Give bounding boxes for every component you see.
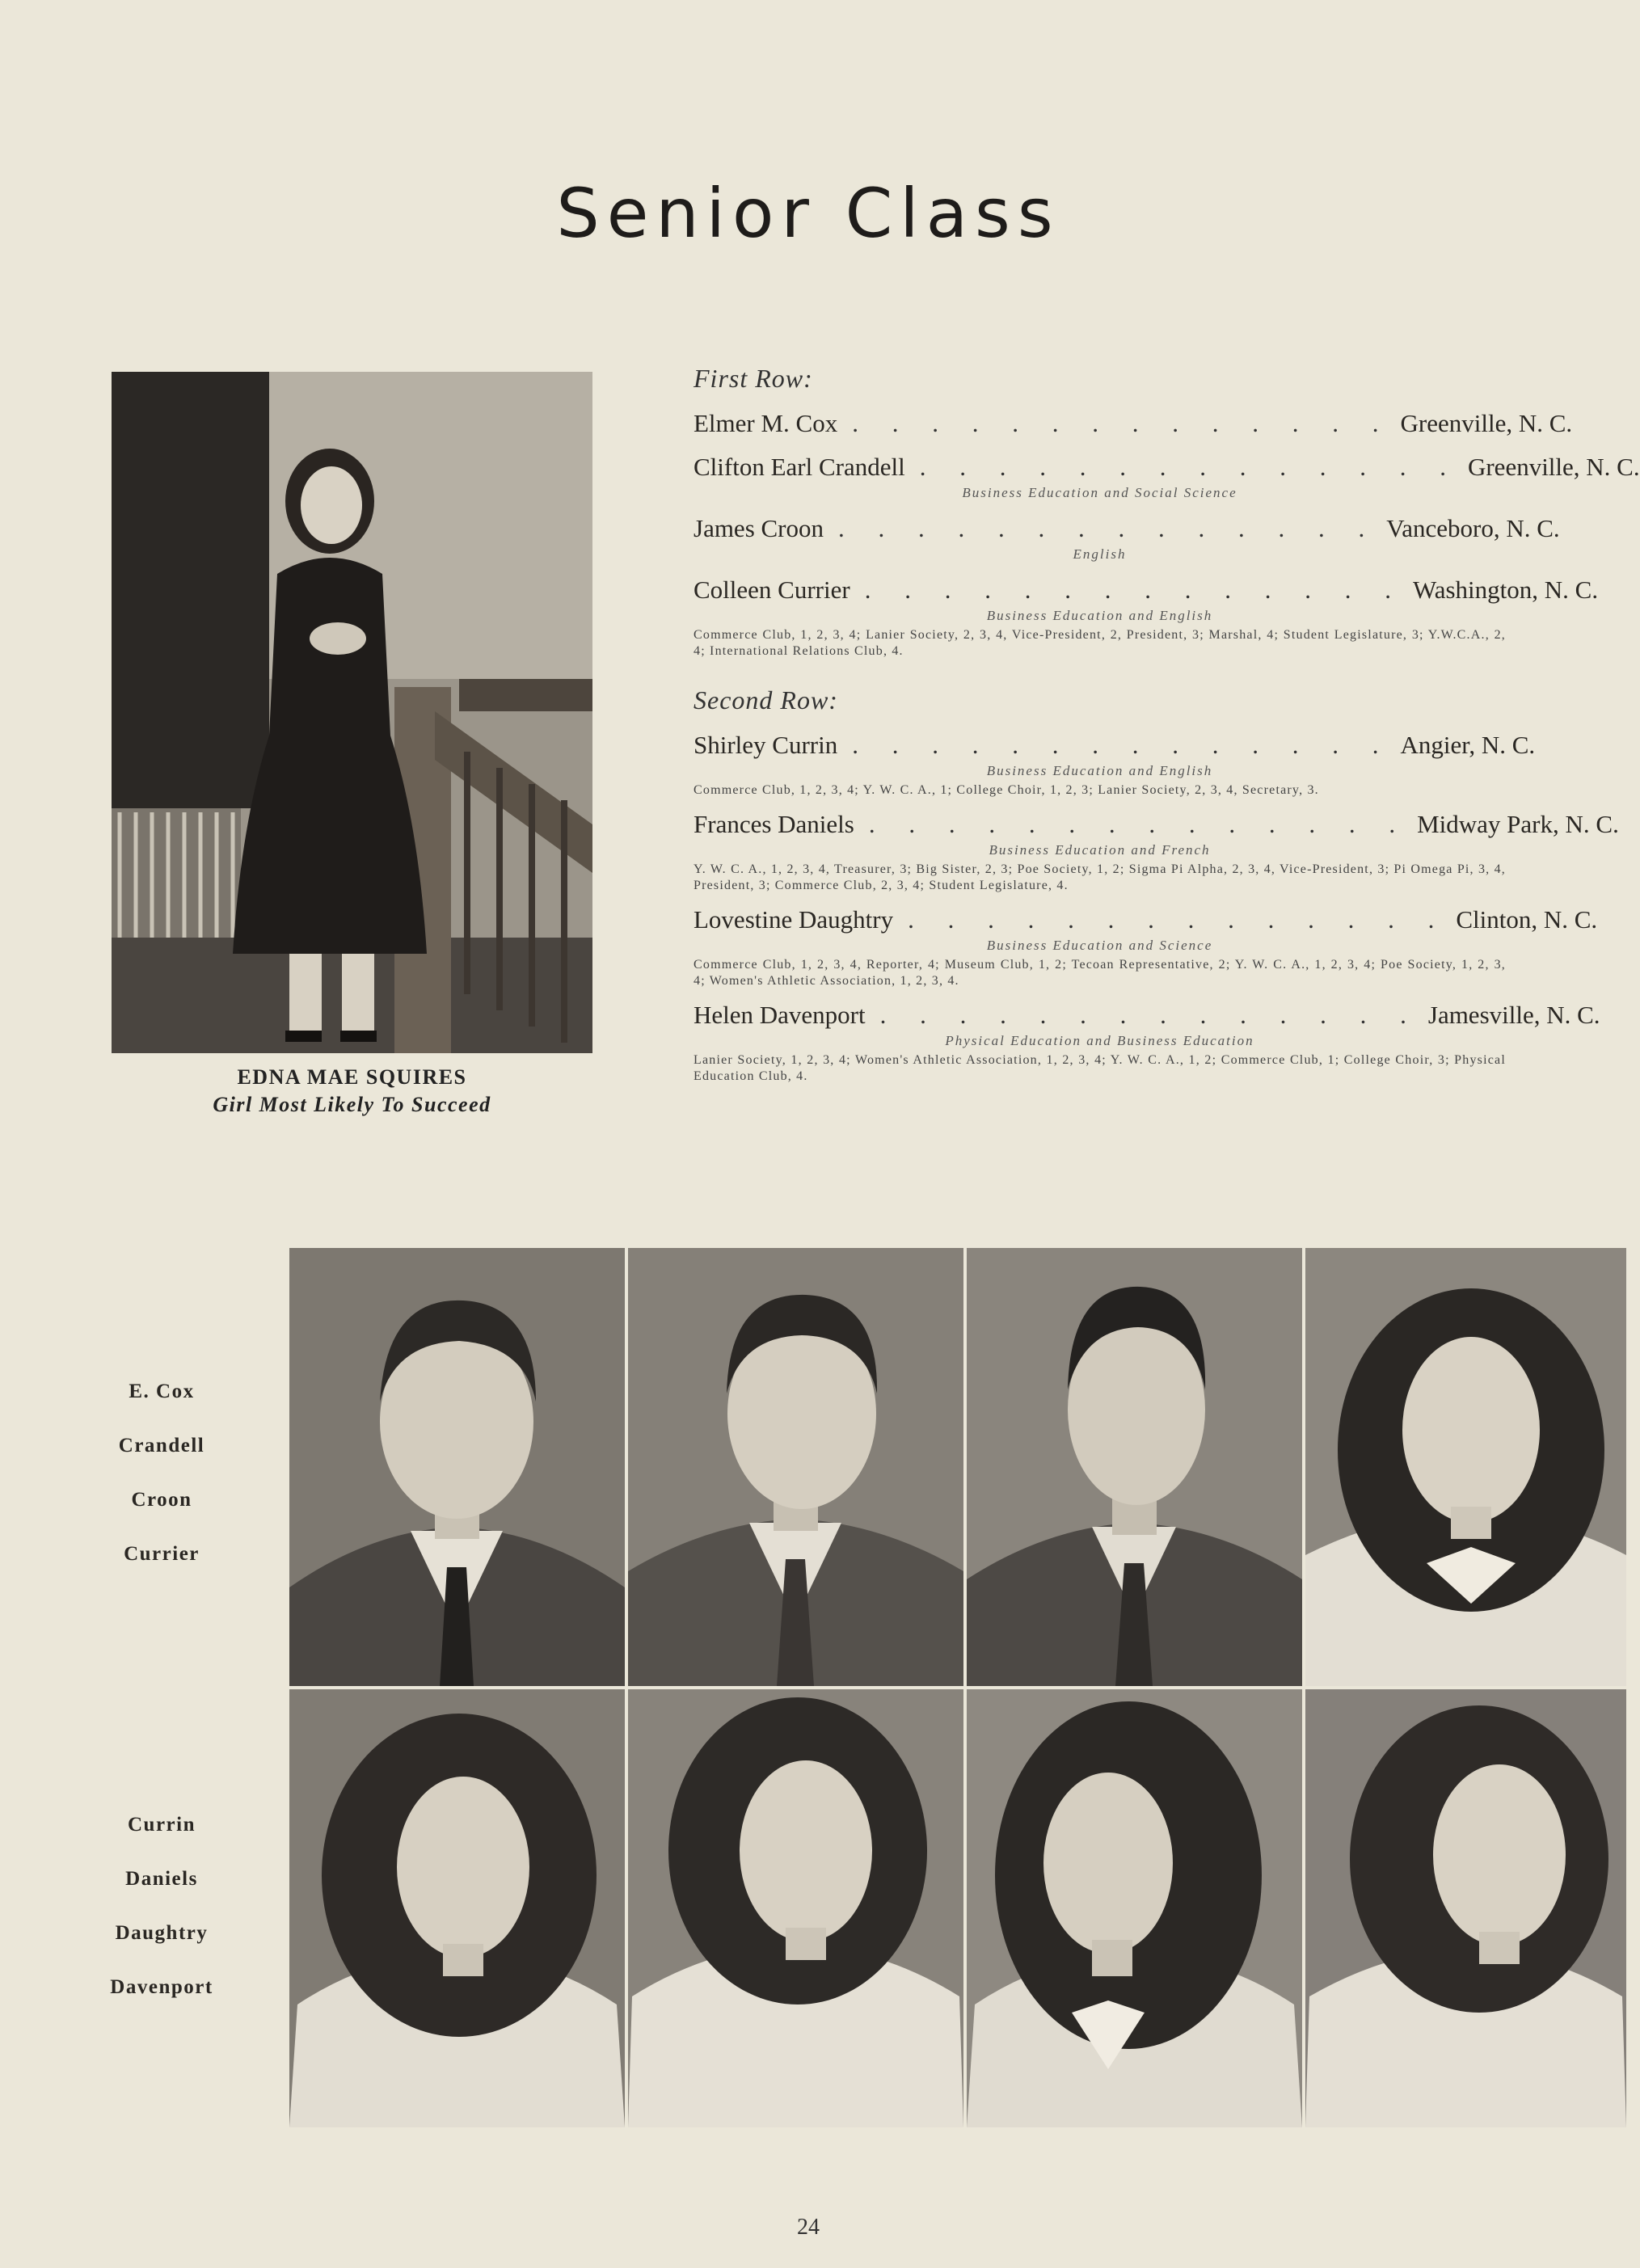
roster-entry <box>694 409 1573 441</box>
roster-entry <box>694 514 1560 564</box>
featured-photo <box>112 372 592 1053</box>
leader-dots: . . . . . . . . . . . . . . <box>838 514 1379 542</box>
portrait-photo <box>1305 1248 1626 1686</box>
student-major: Business Education and English <box>986 608 1213 623</box>
portrait-photo <box>289 1689 625 2127</box>
portrait-name: Currin <box>128 1814 196 1836</box>
student-name: Frances Daniels <box>694 810 854 838</box>
roster-entry <box>694 453 1640 503</box>
portrait-name: Croon <box>131 1489 192 1511</box>
leader-dots: . . . . . . . . . . . . . . <box>852 731 1393 759</box>
leader-dots: . . . . . . . . . . . . . . <box>908 905 1448 934</box>
student-name: Clifton Earl Crandell <box>694 453 905 481</box>
roster-entry <box>694 810 1619 894</box>
student-major: Business Education and English <box>986 763 1213 778</box>
roster-entry <box>694 731 1536 799</box>
student-name: James Croon <box>694 514 824 542</box>
portrait-name: E. Cox <box>129 1381 195 1402</box>
student-hometown: Vanceboro, N. C. <box>1386 514 1560 542</box>
roster-entry <box>694 1001 1600 1085</box>
portrait-photo <box>628 1248 963 1686</box>
page-title: Senior Class <box>556 174 1060 253</box>
portrait-name: Crandell <box>118 1435 205 1456</box>
senior-roster <box>694 364 1640 1085</box>
row-heading: Second Row: <box>694 685 838 715</box>
portrait-photo <box>289 1248 625 1686</box>
student-activities: Y. W. C. A., 1, 2, 3, 4, Treasurer, 3; Big Sister, 2, 3; Poe Society, 1, 2; Sigma Pi Alpha, 2, 3, 4, Vice-President, 3; Pi Omega Pi, 3, 4, President, 3; Commerce Club, 2, 3, 4; Student Legislature, 4. <box>694 862 1506 892</box>
roster-entry <box>694 575 1599 660</box>
student-hometown: Greenville, N. C. <box>1400 409 1573 437</box>
student-activities: Lanier Society, 1, 2, 3, 4; Women's Athletic Association, 1, 2, 3, 4; Y. W. C. A., 1, 2; Commerce Club, 1; College Choir, 3; Physical Education Club, 4. <box>694 1053 1506 1083</box>
student-major: Business Education and Science <box>986 938 1213 953</box>
portrait-grid <box>289 1248 1617 2124</box>
student-hometown: Greenville, N. C. <box>1467 453 1640 481</box>
portrait-photo <box>628 1689 963 2127</box>
row-heading: First Row: <box>694 364 813 393</box>
portrait-name: Daniels <box>125 1868 198 1890</box>
student-hometown: Jamesville, N. C. <box>1427 1001 1600 1029</box>
page-number: 24 <box>797 2215 820 2240</box>
leader-dots: . . . . . . . . . . . . . . <box>879 1001 1420 1029</box>
student-major: Business Education and French <box>989 842 1211 858</box>
leader-dots: . . . . . . . . . . . . . . <box>864 575 1405 604</box>
student-name: Lovestine Daughtry <box>694 905 894 934</box>
student-major: Physical Education and Business Education <box>945 1033 1254 1048</box>
student-name: Elmer M. Cox <box>694 409 838 437</box>
student-hometown: Angier, N. C. <box>1400 731 1536 759</box>
featured-award: Girl Most Likely To Succeed <box>213 1093 491 1116</box>
roster-entry <box>694 905 1598 989</box>
student-hometown: Washington, N. C. <box>1412 575 1599 604</box>
student-name: Helen Davenport <box>694 1001 866 1029</box>
leader-dots: . . . . . . . . . . . . . . <box>852 409 1393 437</box>
featured-caption <box>112 1065 592 1117</box>
leader-dots: . . . . . . . . . . . . . . <box>919 453 1460 481</box>
student-major: Business Education and Social Science <box>962 485 1237 500</box>
student-name: Colleen Currier <box>694 575 850 604</box>
portrait-name: Currier <box>124 1543 200 1565</box>
featured-name: EDNA MAE SQUIRES <box>237 1065 467 1089</box>
portrait-photo <box>967 1689 1302 2127</box>
portrait-name: Daughtry <box>115 1922 209 1944</box>
portrait-names-row-1 <box>93 1378 230 1595</box>
student-activities: Commerce Club, 1, 2, 3, 4, Reporter, 4; Museum Club, 1, 2; Tecoan Representative, 2; Y. W. C. A., 1, 2, 3, 4; Poe Society, 1, 2, 3, 4; Women's Athletic Association, 1, 2, 3, 4. <box>694 958 1506 988</box>
leader-dots: . . . . . . . . . . . . . . <box>868 810 1410 838</box>
portrait-name: Davenport <box>110 1976 213 1998</box>
student-name: Shirley Currin <box>694 731 838 759</box>
student-hometown: Clinton, N. C. <box>1456 905 1598 934</box>
portrait-photo <box>967 1248 1302 1686</box>
portrait-photo <box>1305 1689 1626 2127</box>
student-activities: Commerce Club, 1, 2, 3, 4; Y. W. C. A., 1; College Choir, 1, 2, 3; Lanier Society, 2, 3, 4, Secretary, 3. <box>694 783 1319 797</box>
student-major: English <box>1073 546 1127 562</box>
student-activities: Commerce Club, 1, 2, 3, 4; Lanier Society, 2, 3, 4, Vice-President, 2, President, 3; Marshal, 4; Student Legislature, 3; Y.W.C.A., 2, 4; International Relations Club, 4. <box>694 628 1506 658</box>
student-hometown: Midway Park, N. C. <box>1417 810 1619 838</box>
portrait-names-row-2 <box>93 1811 230 2028</box>
